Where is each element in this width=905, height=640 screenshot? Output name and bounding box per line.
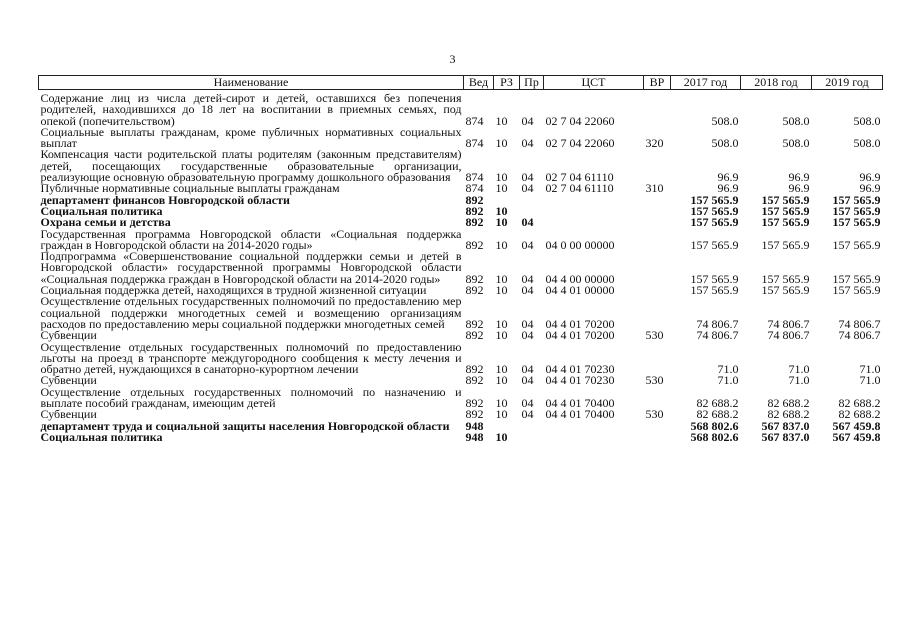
row-pr [520, 432, 544, 443]
row-2018: 157 565.9 [761, 215, 810, 230]
row-ved: 892 [465, 373, 484, 388]
row-pr: 04 [521, 373, 534, 388]
row-2018: 157 565.9 [761, 192, 810, 207]
row-2017: 157 565.9 [690, 237, 739, 252]
row-2017: 157 565.9 [690, 215, 739, 230]
row-vr: 530 [645, 373, 664, 388]
row-2017: 96.9 [717, 181, 739, 196]
row-rz: 10 [495, 429, 508, 444]
row-pr: 04 [521, 170, 534, 185]
row-2017: 82 688.2 [696, 407, 739, 422]
row-2018: 71.0 [788, 362, 810, 377]
row-name: Субвенции [40, 407, 97, 422]
row-vr [644, 93, 671, 127]
row-pr: 04 [521, 328, 534, 343]
row-vr [644, 421, 671, 432]
row-2017: 157 565.9 [690, 192, 739, 207]
row-vr [644, 296, 671, 330]
table-row [39, 296, 883, 330]
row-cst: 04 4 01 70200 [545, 328, 615, 343]
table-row [39, 387, 883, 410]
row-ved: 892 [465, 328, 484, 343]
row-vr [644, 342, 671, 376]
table-row [39, 432, 883, 443]
row-rz: 10 [495, 237, 508, 252]
row-cst: 04 4 01 70400 [545, 407, 615, 422]
row-2019: 508.0 [853, 136, 881, 151]
row-2017: 508.0 [711, 136, 739, 151]
row-2017: 568 802.6 [690, 418, 739, 433]
table-row [39, 229, 883, 252]
row-2018: 157 565.9 [761, 237, 810, 252]
row-ved: 874 [465, 170, 484, 185]
row-2019: 71.0 [859, 373, 881, 388]
row-pr [520, 195, 544, 206]
row-2018: 567 837.0 [761, 418, 810, 433]
row-cst [544, 432, 644, 443]
row-pr: 04 [521, 283, 534, 298]
column-header: Вед [464, 76, 494, 90]
row-vr [644, 206, 671, 217]
row-rz: 10 [495, 362, 508, 377]
row-name: Осуществление отдельных государственных полномочий по предоставлению мер социальной поддержки многодетных семей и возмещению организациям расходов по предоставлению меры социальной поддержки многодетных семей [40, 294, 462, 331]
row-2018: 74 806.7 [767, 328, 810, 343]
row-name: Государственная программа Новгородской области «Социальная поддержка граждан в Новгородской области на 2014-2020 годы» [40, 226, 462, 252]
row-2017: 71.0 [717, 373, 739, 388]
row-2018: 82 688.2 [767, 396, 810, 411]
row-pr: 04 [521, 316, 534, 331]
column-header: Пр [520, 76, 544, 90]
row-name: Охрана семьи и детства [40, 215, 171, 230]
row-cst: 04 4 01 00000 [545, 283, 615, 298]
row-2019: 567 459.8 [832, 418, 881, 433]
row-name: департамент труда и социальной защиты населения Новгородской области [40, 418, 450, 433]
row-2017: 74 806.7 [696, 328, 739, 343]
row-cst: 02 7 04 61110 [545, 170, 614, 185]
row-2017: 74 806.7 [696, 316, 739, 331]
column-header: 2019 год [812, 76, 883, 90]
table-row [39, 93, 883, 127]
row-2017: 508.0 [711, 113, 739, 128]
row-cst [544, 421, 644, 432]
row-cst [544, 217, 644, 228]
row-vr [644, 285, 671, 296]
row-2019: 157 565.9 [832, 203, 881, 218]
row-2018: 508.0 [782, 113, 810, 128]
row-2018: 96.9 [788, 170, 810, 185]
row-rz: 10 [495, 170, 508, 185]
row-2019: 71.0 [859, 362, 881, 377]
row-rz: 10 [495, 283, 508, 298]
row-2019: 74 806.7 [838, 316, 881, 331]
row-2017: 82 688.2 [696, 396, 739, 411]
row-name: Осуществление отдельных государственных полномочий по назначению и выплате пособий гражданам, имеющим детей [40, 384, 462, 411]
column-header: 2017 год [671, 76, 741, 90]
row-pr: 04 [521, 181, 534, 196]
row-pr: 04 [521, 396, 534, 411]
row-2017: 71.0 [717, 362, 739, 377]
row-cst: 04 4 01 70230 [545, 373, 615, 388]
row-rz: 10 [495, 181, 508, 196]
row-ved: 892 [465, 192, 484, 207]
row-2018: 157 565.9 [761, 283, 810, 298]
row-2019: 96.9 [859, 170, 881, 185]
table-header [39, 76, 883, 90]
row-2017: 568 802.6 [690, 429, 739, 444]
row-name: Социальная политика [40, 429, 163, 444]
table-body [39, 93, 883, 443]
row-vr: 320 [645, 136, 664, 151]
row-2018: 567 837.0 [761, 429, 810, 444]
row-cst: 04 4 00 00000 [545, 271, 615, 286]
row-ved: 874 [465, 113, 484, 128]
row-name: Компенсация части родительской платы родителям (законным представителям) детей, посещающих государственные образовательные организации, реализующие основную образовательную программу дошкольного образования [40, 147, 462, 185]
row-ved: 892 [465, 362, 484, 377]
row-ved: 874 [465, 181, 484, 196]
row-rz: 10 [495, 271, 508, 286]
row-name: Подпрограмма «Совершенствование социальной поддержки семьи и детей в Новгородской области» государственной программы Новгородской области «Социальная поддержка граждан в Новгородской области на 2014-2020 годы» [40, 249, 462, 286]
row-2018: 157 565.9 [761, 203, 810, 218]
row-pr: 04 [521, 407, 534, 422]
row-ved: 892 [465, 396, 484, 411]
column-header: ВР [644, 76, 671, 90]
row-ved: 892 [465, 271, 484, 286]
row-ved: 892 [465, 407, 484, 422]
budget-table [38, 75, 883, 443]
column-header: ЦСТ [544, 76, 644, 90]
column-header: РЗ [494, 76, 520, 90]
table-row [39, 421, 883, 432]
table-row [39, 195, 883, 206]
row-vr [644, 432, 671, 443]
row-pr: 04 [521, 136, 534, 151]
row-cst [544, 206, 644, 217]
page-number: 3 [449, 52, 456, 66]
row-vr: 530 [645, 328, 664, 343]
row-2017: 96.9 [717, 170, 739, 185]
row-2018: 508.0 [782, 136, 810, 151]
row-rz: 10 [495, 373, 508, 388]
row-pr [520, 421, 544, 432]
table-row [39, 251, 883, 285]
row-vr: 530 [645, 407, 664, 422]
table-row [39, 342, 883, 376]
row-ved: 892 [465, 215, 484, 230]
row-ved: 892 [465, 283, 484, 298]
row-2019: 157 565.9 [832, 237, 881, 252]
row-vr [644, 195, 671, 206]
row-cst [544, 195, 644, 206]
row-rz: 10 [495, 136, 508, 151]
row-cst: 04 4 01 70200 [545, 316, 615, 331]
row-2019: 74 806.7 [838, 328, 881, 343]
row-rz: 10 [495, 407, 508, 422]
row-2019: 82 688.2 [838, 407, 881, 422]
row-2019: 82 688.2 [838, 396, 881, 411]
row-2019: 157 565.9 [832, 192, 881, 207]
row-2018: 74 806.7 [767, 316, 810, 331]
row-rz: 10 [495, 316, 508, 331]
row-name: Содержание лиц из числа детей-сирот и детей, оставшихся без попечения родителей, находившихся до 18 лет на воспитании в приемных семьях, под опекой (попечительством) [40, 91, 462, 128]
row-pr: 04 [521, 113, 534, 128]
row-rz: 10 [495, 203, 508, 218]
row-name: Субвенции [40, 373, 97, 388]
row-cst: 02 7 04 22060 [545, 113, 615, 128]
row-name: Осуществление отдельных государственных полномочий по предоставлению льготы на проезд в транспорте междугородного сообщения к месту лечения и обратно детей, нуждающихся в санаторно-курортном лечении [40, 339, 462, 377]
row-pr: 04 [521, 271, 534, 286]
row-name: Субвенции [40, 328, 97, 343]
table-row [39, 149, 883, 183]
row-2018: 71.0 [788, 373, 810, 388]
row-ved: 892 [465, 316, 484, 331]
row-2019: 508.0 [853, 113, 881, 128]
row-rz: 10 [495, 328, 508, 343]
row-cst: 02 7 04 61110 [545, 181, 614, 196]
row-2017: 157 565.9 [690, 283, 739, 298]
row-name: Публичные нормативные социальные выплаты гражданам [40, 181, 340, 196]
row-ved: 948 [465, 418, 484, 433]
row-pr: 04 [521, 215, 534, 230]
row-ved: 892 [465, 237, 484, 252]
row-2019: 157 565.9 [832, 215, 881, 230]
row-2019: 157 565.9 [832, 283, 881, 298]
row-vr [644, 251, 671, 285]
row-ved: 874 [465, 136, 484, 151]
row-2019: 157 565.9 [832, 271, 881, 286]
table-row [39, 127, 883, 150]
row-2018: 82 688.2 [767, 407, 810, 422]
row-2019: 567 459.8 [832, 429, 881, 444]
row-name: Социальные выплаты гражданам, кроме публичных нормативных социальных выплат [40, 124, 462, 151]
row-rz: 10 [495, 113, 508, 128]
row-ved: 948 [465, 429, 484, 444]
row-name: департамент финансов Новгородской области [40, 192, 290, 207]
column-header: Наименование [39, 76, 464, 90]
row-2017: 157 565.9 [690, 271, 739, 286]
row-2018: 96.9 [788, 181, 810, 196]
row-pr: 04 [521, 237, 534, 252]
row-2018: 157 565.9 [761, 271, 810, 286]
row-vr [644, 387, 671, 410]
row-ved: 892 [465, 203, 484, 218]
row-2019: 96.9 [859, 181, 881, 196]
row-pr: 04 [521, 362, 534, 377]
row-vr [644, 229, 671, 252]
row-rz: 10 [495, 215, 508, 230]
row-cst: 04 0 00 00000 [545, 237, 615, 252]
row-cst: 02 7 04 22060 [545, 136, 615, 151]
row-vr: 310 [645, 181, 664, 196]
row-vr [644, 149, 671, 183]
row-name: Социальная политика [40, 203, 163, 218]
row-name: Социальная поддержка детей, находящихся в трудной жизненной ситуации [40, 283, 427, 298]
row-cst: 04 4 01 70230 [545, 362, 615, 377]
column-header: 2018 год [741, 76, 812, 90]
row-vr [644, 217, 671, 228]
row-rz: 10 [495, 396, 508, 411]
row-2017: 157 565.9 [690, 203, 739, 218]
row-cst: 04 4 01 70400 [545, 396, 615, 411]
